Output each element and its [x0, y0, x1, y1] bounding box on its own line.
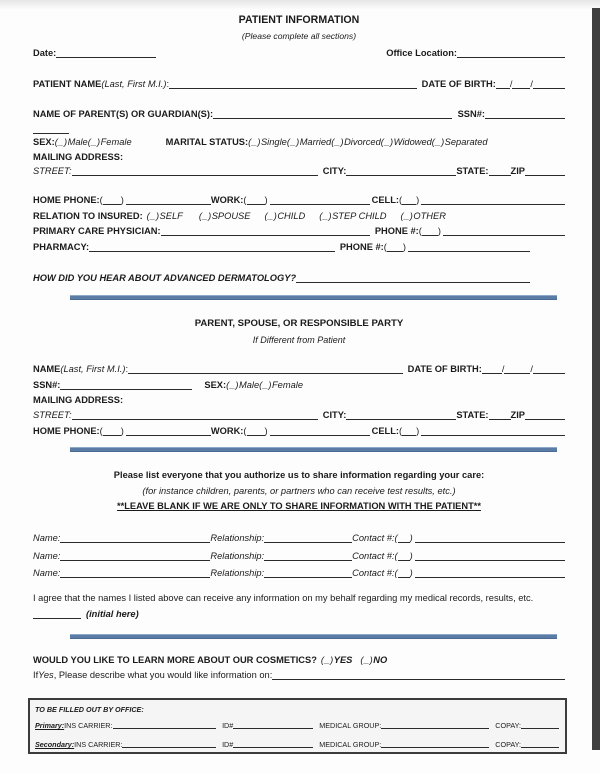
- secondary-medical-group-input[interactable]: [381, 740, 489, 748]
- row-guardian: [33, 107, 565, 120]
- share2-contact-input[interactable]: [415, 551, 565, 561]
- share3-contact-area-input[interactable]: [398, 568, 410, 578]
- paren: ): [264, 195, 268, 205]
- secondary-copay-input[interactable]: [521, 740, 559, 748]
- ifyes-yes: Yes: [38, 670, 54, 680]
- pharmacy-phone-label: PHONE #:: [339, 242, 384, 252]
- section2-title: PARENT, SPOUSE, OR RESPONSIBLE PARTY: [194, 318, 404, 329]
- rp-sex-male-label: Male: [238, 380, 260, 390]
- share1-contact-label: Contact #:: [352, 533, 395, 543]
- cell-phone-input[interactable]: [421, 195, 565, 205]
- relation-other-checkbox[interactable]: (_): [400, 211, 414, 221]
- rp-name-hint: (Last, First M.I.): [60, 364, 126, 374]
- street-input[interactable]: [72, 166, 318, 176]
- share2-relationship-label: Relationship:: [210, 551, 265, 561]
- row-pharmacy: [33, 240, 530, 253]
- paren: (: [99, 195, 103, 205]
- relation-stepchild-label: STEP CHILD: [332, 211, 387, 221]
- rp-work-phone-area-input[interactable]: [247, 426, 265, 436]
- divider-1: [70, 295, 557, 300]
- how-hear-input[interactable]: [296, 273, 530, 283]
- paren: (: [394, 551, 398, 561]
- ifyes-prefix: If: [33, 670, 39, 680]
- share3-relationship-label: Relationship:: [210, 568, 265, 578]
- cosmetics-info-input[interactable]: [272, 670, 565, 680]
- rp-cell-phone-label: CELL:: [371, 426, 399, 436]
- share1-name-input[interactable]: [60, 533, 210, 543]
- pcp-input[interactable]: [161, 226, 370, 236]
- agree-text: I agree that the names I listed above can receive any information on my behalf regarding my medical records, results, etc.: [33, 593, 534, 603]
- auth-warning: **LEAVE BLANK IF WE ARE ONLY TO SHARE INFORMATION WITH THE PATIENT**: [117, 501, 481, 511]
- paren: (: [394, 568, 398, 578]
- ssn-input[interactable]: [485, 109, 565, 119]
- pcp-label: PRIMARY CARE PHYSICIAN:: [33, 226, 161, 236]
- how-hear-label: HOW DID YOU HEAR ABOUT ADVANCED DERMATOLOGY?: [33, 273, 297, 283]
- form-subtitle: (Please complete all sections): [241, 31, 357, 41]
- guardian-input[interactable]: [213, 109, 452, 119]
- relation-label: RELATION TO INSURED:: [33, 211, 143, 221]
- relation-spouse-label: SPOUSE: [211, 211, 251, 221]
- row-office-primary: [35, 720, 559, 730]
- paren: (: [243, 426, 247, 436]
- zip-label: ZIP: [510, 166, 525, 176]
- primary-medical-group-label: MEDICAL GROUP:: [319, 721, 382, 730]
- colon: :: [166, 79, 170, 89]
- dob-year-input[interactable]: [533, 79, 565, 89]
- auth-title: Please list everyone that you authorize us to share information regarding your care:: [113, 470, 485, 480]
- marital-separated-label: Separated: [444, 137, 488, 147]
- relation-spouse-checkbox[interactable]: (_): [198, 211, 212, 221]
- street-label: STREET:: [33, 166, 72, 176]
- sex-female-label: Female: [100, 137, 132, 147]
- row-ifyes: [33, 668, 565, 681]
- row-initial: [33, 607, 565, 620]
- row-office-secondary: [35, 739, 559, 749]
- guardian-label: NAME OF PARENT(S) OR GUARDIAN(S):: [33, 109, 214, 119]
- row-relation: [33, 209, 565, 222]
- work-phone-label: WORK:: [210, 195, 244, 205]
- secondary-carrier-input[interactable]: [122, 740, 216, 748]
- paren: ): [409, 568, 413, 578]
- share3-relationship-input[interactable]: [264, 568, 352, 578]
- dob-month-input[interactable]: [496, 79, 510, 89]
- colon: :: [125, 364, 129, 374]
- row-phones-1: [33, 193, 565, 206]
- paren: (: [99, 426, 103, 436]
- row-auth-title: [33, 468, 565, 481]
- rp-home-phone-area-input[interactable]: [103, 426, 121, 436]
- primary-id-label: ID#: [222, 721, 234, 730]
- work-phone-input[interactable]: [270, 195, 370, 205]
- paren: ): [120, 426, 124, 436]
- rp-dob-year-input[interactable]: [533, 364, 565, 374]
- rp-cell-phone-input[interactable]: [421, 426, 565, 436]
- rp-ssn-label: SSN#:: [33, 380, 61, 390]
- slash: /: [530, 364, 533, 374]
- row-phones-2: [33, 424, 565, 437]
- relation-child-checkbox[interactable]: (_): [264, 211, 278, 221]
- primary-medical-group-input[interactable]: [381, 721, 489, 729]
- row-mailing-address-2: [33, 393, 565, 406]
- ifyes-rest: , Please describe what you would like information on:: [53, 670, 273, 680]
- sex-female-checkbox[interactable]: (_): [87, 137, 101, 147]
- paren: ): [120, 195, 124, 205]
- slash: /: [509, 79, 513, 89]
- rp-dob-label: DATE OF BIRTH:: [407, 364, 482, 374]
- primary-copay-input[interactable]: [521, 721, 559, 729]
- primary-carrier-label: INS CARRIER:: [64, 721, 113, 730]
- office-location-input[interactable]: [457, 48, 565, 58]
- row-share-3: [33, 566, 565, 579]
- paren: ): [264, 426, 268, 436]
- rp-home-phone-label: HOME PHONE:: [33, 426, 100, 436]
- share2-contact-area-input[interactable]: [398, 551, 410, 561]
- row-office-title: [35, 704, 559, 714]
- secondary-label: Secondary:: [35, 740, 75, 749]
- page-edge-shadow: [592, 8, 600, 750]
- secondary-id-input[interactable]: [233, 740, 313, 748]
- row-pcp: [33, 224, 565, 237]
- work-phone-area-input[interactable]: [247, 195, 265, 205]
- primary-carrier-input[interactable]: [113, 721, 217, 729]
- rp-street-input[interactable]: [72, 410, 318, 420]
- rp-city-input[interactable]: [346, 410, 456, 420]
- paren: (: [383, 242, 387, 252]
- cosmetics-no-label: NO: [373, 655, 388, 665]
- home-phone-label: HOME PHONE:: [33, 195, 100, 205]
- share3-contact-input[interactable]: [415, 568, 565, 578]
- marital-divorced-checkbox[interactable]: (_): [331, 137, 345, 147]
- divider-3: [70, 634, 557, 639]
- page-top-edge: [0, 0, 600, 9]
- row-auth-warning: [33, 499, 565, 512]
- relation-self-label: SELF: [159, 211, 183, 221]
- primary-id-input[interactable]: [233, 721, 313, 729]
- row-how-hear: [33, 271, 530, 284]
- relation-child-label: CHILD: [277, 211, 306, 221]
- paren: ): [409, 533, 413, 543]
- cosmetics-yes-checkbox[interactable]: (_): [320, 655, 334, 665]
- auth-hint: (for instance children, parents, or partners who can receive test results, etc.): [142, 486, 456, 496]
- pharmacy-phone-area-input[interactable]: [387, 242, 403, 252]
- share1-relationship-input[interactable]: [264, 533, 352, 543]
- rp-ssn-input[interactable]: [60, 380, 192, 390]
- rp-home-phone-input[interactable]: [126, 426, 211, 436]
- paren: ): [402, 242, 406, 252]
- sex-male-label: Male: [67, 137, 88, 147]
- marital-widowed-checkbox[interactable]: (_): [380, 137, 394, 147]
- cell-phone-area-input[interactable]: [402, 195, 416, 205]
- dob-label: DATE OF BIRTH:: [421, 79, 496, 89]
- row-street-2: [33, 408, 565, 421]
- row-agree: [33, 591, 565, 604]
- marital-single-checkbox[interactable]: (_): [248, 137, 261, 147]
- state-input[interactable]: [489, 166, 511, 176]
- paren: (: [243, 195, 247, 205]
- row-section2-title: [33, 317, 565, 330]
- secondary-copay-label: COPAY:: [495, 740, 521, 749]
- paren: ): [409, 551, 413, 561]
- sex-male-checkbox[interactable]: (_): [54, 137, 68, 147]
- pharmacy-input[interactable]: [89, 242, 335, 252]
- rp-zip-input[interactable]: [525, 410, 565, 420]
- row-date-office: [33, 46, 565, 59]
- cosmetics-yes-label: YES: [333, 655, 353, 665]
- rp-name-label: NAME: [33, 364, 61, 374]
- rp-sex-label: SEX:: [204, 380, 227, 390]
- section2-subtitle: If Different from Patient: [252, 335, 346, 345]
- share3-name-input[interactable]: [60, 568, 210, 578]
- patient-name-label: PATIENT NAME: [33, 79, 102, 89]
- row-sex-marital: [33, 135, 565, 148]
- paren: ): [416, 195, 420, 205]
- patient-name-input[interactable]: [169, 79, 417, 89]
- share2-name-label: Name:: [33, 551, 61, 561]
- office-use-box: [28, 698, 567, 754]
- relation-other-label: OTHER: [413, 211, 446, 221]
- rp-street-label: STREET:: [33, 410, 72, 420]
- marital-widowed-label: Widowed: [393, 137, 432, 147]
- rp-mailing-address-label: MAILING ADDRESS:: [33, 395, 124, 405]
- zip-input[interactable]: [525, 166, 565, 176]
- marital-separated-checkbox[interactable]: (_): [431, 137, 445, 147]
- share1-name-label: Name:: [33, 533, 61, 543]
- row-share-1: [33, 531, 565, 544]
- rp-name-input[interactable]: [128, 364, 403, 374]
- rp-work-phone-input[interactable]: [270, 426, 370, 436]
- rp-zip-label: ZIP: [510, 410, 525, 420]
- sex-label: SEX:: [33, 137, 55, 147]
- cosmetics-no-checkbox[interactable]: (_): [360, 655, 374, 665]
- row-patient-name: [33, 77, 565, 90]
- marital-status-label: MARITAL STATUS:: [165, 137, 249, 147]
- state-label: STATE:: [456, 166, 489, 176]
- city-label: CITY:: [322, 166, 347, 176]
- rp-cell-phone-area-input[interactable]: [402, 426, 416, 436]
- share3-contact-label: Contact #:: [352, 568, 395, 578]
- initial-label: (initial here): [86, 609, 139, 619]
- date-label: Date:: [33, 48, 57, 58]
- row-share-2: [33, 549, 565, 562]
- primary-copay-label: COPAY:: [495, 721, 521, 730]
- relation-self-checkbox[interactable]: (_): [146, 211, 160, 221]
- rp-sex-female-checkbox[interactable]: (_): [259, 380, 272, 390]
- date-input[interactable]: [56, 48, 156, 58]
- rp-work-phone-label: WORK:: [210, 426, 244, 436]
- secondary-id-label: ID#: [222, 740, 234, 749]
- marital-married-label: Married: [299, 137, 332, 147]
- city-input[interactable]: [346, 166, 456, 176]
- rp-sex-male-checkbox[interactable]: (_): [226, 380, 239, 390]
- row-auth-hint: [33, 484, 565, 497]
- share3-name-label: Name:: [33, 568, 61, 578]
- row-guardian-cont: [33, 122, 565, 135]
- primary-label: Primary:: [35, 721, 65, 730]
- cell-phone-label: CELL:: [371, 195, 399, 205]
- rp-sex-female-label: Female: [272, 380, 304, 390]
- cosmetics-question: WOULD YOU LIKE TO LEARN MORE ABOUT OUR COSMETICS?: [33, 655, 317, 665]
- initial-input[interactable]: [33, 609, 81, 619]
- rp-state-input[interactable]: [489, 410, 511, 420]
- relation-stepchild-checkbox[interactable]: (_): [319, 211, 333, 221]
- share2-relationship-input[interactable]: [264, 551, 352, 561]
- pharmacy-phone-input[interactable]: [408, 242, 530, 252]
- paren: (: [398, 195, 403, 205]
- marital-married-checkbox[interactable]: (_): [286, 137, 300, 147]
- row-rp-name: [33, 362, 565, 375]
- slash: /: [530, 79, 533, 89]
- row-cosmetics: [33, 653, 565, 666]
- secondary-carrier-label: INS CARRIER:: [74, 740, 123, 749]
- rp-dob-day-input[interactable]: [501, 364, 530, 374]
- slash: /: [501, 364, 505, 374]
- share1-contact-area-input[interactable]: [398, 533, 410, 543]
- pcp-phone-input[interactable]: [443, 226, 565, 236]
- rp-dob-month-input[interactable]: [482, 364, 502, 374]
- mailing-address-label: MAILING ADDRESS:: [33, 152, 124, 162]
- paren: (: [418, 226, 422, 236]
- divider-2: [70, 447, 557, 452]
- row-rp-ssn-sex: [33, 378, 565, 391]
- share1-contact-input[interactable]: [415, 533, 565, 543]
- paren: (: [398, 426, 403, 436]
- patient-name-hint: (Last, First M.I.): [101, 79, 167, 89]
- ssn-label: SSN#:: [457, 109, 485, 119]
- ssn-continued-input[interactable]: [33, 124, 69, 134]
- share2-name-input[interactable]: [60, 551, 210, 561]
- marital-divorced-label: Divorced: [344, 137, 381, 147]
- marital-single-label: Single: [260, 137, 287, 147]
- share1-relationship-label: Relationship:: [210, 533, 265, 543]
- pcp-phone-area-input[interactable]: [422, 226, 438, 236]
- form-title: PATIENT INFORMATION: [238, 14, 360, 26]
- dob-day-input[interactable]: [509, 79, 530, 89]
- row-street-1: [33, 164, 565, 177]
- row-mailing-address-1: [33, 150, 565, 163]
- pharmacy-label: PHARMACY:: [33, 242, 90, 252]
- office-box-title: TO BE FILLED OUT BY OFFICE:: [35, 705, 144, 714]
- rp-city-label: CITY:: [322, 410, 347, 420]
- rp-state-label: STATE:: [456, 410, 489, 420]
- pcp-phone-label: PHONE #:: [374, 226, 419, 236]
- secondary-medical-group-label: MEDICAL GROUP:: [319, 740, 382, 749]
- row-section2-subtitle: [33, 333, 565, 346]
- share2-contact-label: Contact #:: [352, 551, 395, 561]
- paren: (: [394, 533, 398, 543]
- home-phone-area-input[interactable]: [103, 195, 121, 205]
- home-phone-input[interactable]: [126, 195, 211, 205]
- paren: ): [416, 426, 420, 436]
- paren: ): [437, 226, 441, 236]
- office-location-label: Office Location:: [386, 48, 457, 58]
